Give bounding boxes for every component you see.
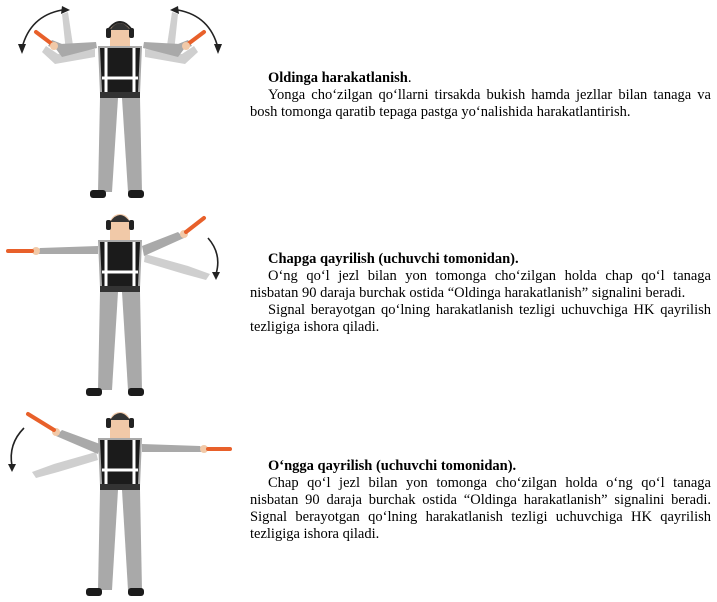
signal-description-turn-right xyxy=(250,458,711,543)
marshaller-figure-turn-left xyxy=(0,202,240,402)
signal-title: Oldinga harakatlanish. xyxy=(268,70,412,86)
signal-paragraph: Yonga cho‘zilgan qo‘llarni tirsakda bukish hamda jezllar bilan tanaga va bosh tomonga qaratib tepaga pastga yo‘nalishida harakatlantirish. xyxy=(250,87,711,120)
marshaller-figure-move-forward xyxy=(0,2,240,208)
signal-title: Chapga qayrilish (uchuvchi tomonidan). xyxy=(268,251,519,267)
marshaller-figure-turn-right xyxy=(0,400,240,602)
signal-paragraph: Signal berayotgan qo‘lning harakatlanish tezligi uchuvchiga HK qayrilish tezligiga ishora qiladi. xyxy=(250,302,711,335)
signal-description-turn-left xyxy=(250,251,711,336)
signal-paragraph: Chap qo‘l jezl bilan yon tomonga cho‘zilgan holda o‘ng qo‘l tanaga nisbatan 90 daraja burchak ostida “Oldinga harakatlanish” signalini beradi. Signal berayotgan qo‘lning harakatlanish tezligi uchuvchiga HK qayrilish tezligiga ishora qiladi. xyxy=(250,475,711,542)
signal-description-move-forward xyxy=(250,70,711,121)
signal-paragraph: O‘ng qo‘l jezl bilan yon tomonga cho‘zilgan holda chap qo‘l tanaga nisbatan 90 daraja burchak ostida “Oldinga harakatlanish” signalini beradi. xyxy=(250,268,711,301)
signal-title: O‘ngga qayrilish (uchuvchi tomonidan). xyxy=(268,458,517,474)
